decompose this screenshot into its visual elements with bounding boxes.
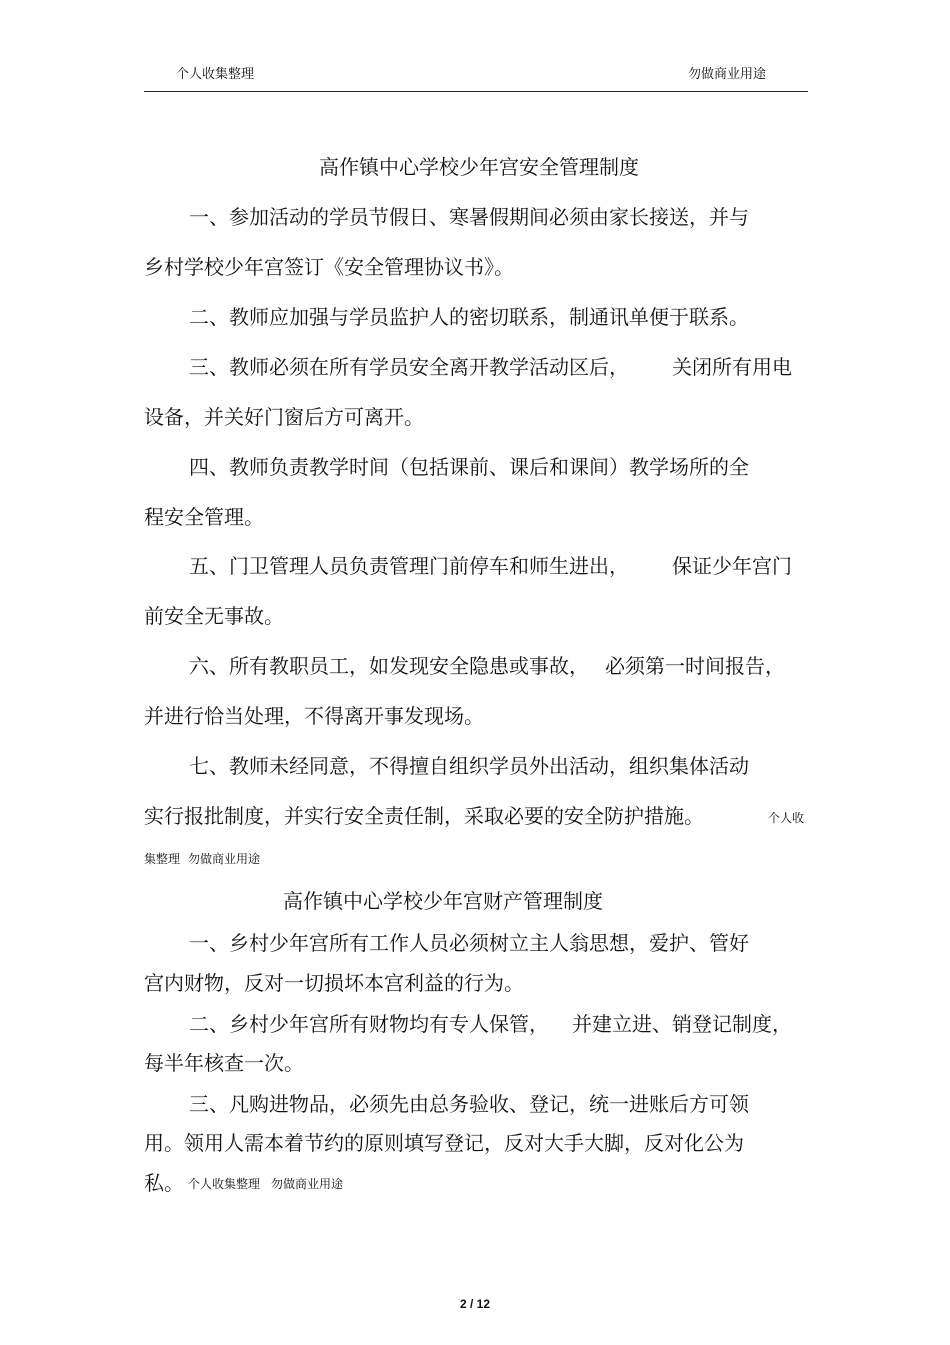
section2-title: 高作镇中心学校少年宫财产管理制度 <box>283 889 603 913</box>
paragraph-line: 二、乡村少年宫所有财物均有专人保管， <box>189 1012 549 1036</box>
paragraph-line: 一、乡村少年宫所有工作人员必须树立主人翁思想，爱护、管好 <box>189 931 749 955</box>
paragraph-line: 一、参加活动的学员节假日、寒暑假期间必须由家长接送，并与 <box>189 205 749 229</box>
watermark-note: 集整理 <box>144 852 181 866</box>
watermark-note: 个人收 <box>768 811 805 825</box>
paragraph-line: 保证少年宫门 <box>672 554 792 578</box>
page-number: 2 / 12 <box>459 1297 491 1311</box>
paragraph-line: 宫内财物，反对一切损坏本宫利益的行为。 <box>144 971 524 995</box>
paragraph-line: 并进行恰当处理，不得离开事发现场。 <box>144 704 484 728</box>
paragraph-line: 私。 <box>144 1171 184 1195</box>
paragraph-line: 乡村学校少年宫签订《安全管理协议书》。 <box>144 255 514 279</box>
watermark-note: 勿做商业用途 <box>188 852 261 866</box>
paragraph-line: 用。领用人需本着节约的原则填写登记，反对大手大脚，反对化公为 <box>144 1131 744 1155</box>
paragraph-line: 必须第一时间报告， <box>605 654 785 678</box>
paragraph-line: 七、教师未经同意，不得擅自组织学员外出活动，组织集体活动 <box>189 754 749 778</box>
paragraph-line: 实行报批制度，并实行安全责任制，采取必要的安全防护措施。 <box>144 804 704 828</box>
paragraph-line: 六、所有教职员工，如发现安全隐患或事故， <box>189 654 589 678</box>
paragraph-line: 并建立进、销登记制度， <box>572 1012 792 1036</box>
header-rule <box>144 91 808 92</box>
page-header-right: 勿做商业用途 <box>688 67 767 82</box>
section1-title: 高作镇中心学校少年宫安全管理制度 <box>319 155 639 179</box>
paragraph-line: 三、凡购进物品，必须先由总务验收、登记，统一进账后方可领 <box>189 1092 749 1116</box>
paragraph-line: 前安全无事故。 <box>144 604 284 628</box>
paragraph-line: 关闭所有用电 <box>672 355 792 379</box>
paragraph-line: 每半年核查一次。 <box>144 1051 304 1075</box>
page-header-left: 个人收集整理 <box>176 67 255 82</box>
watermark-note: 个人收集整理 <box>188 1177 261 1191</box>
paragraph-line: 五、门卫管理人员负责管理门前停车和师生进出， <box>189 554 629 578</box>
paragraph-line: 四、教师负责教学时间（包括课前、课后和课间）教学场所的全 <box>189 455 749 479</box>
paragraph-line: 设备，并关好门窗后方可离开。 <box>144 405 424 429</box>
paragraph-line: 三、教师必须在所有学员安全离开教学活动区后， <box>189 355 629 379</box>
paragraph-line: 二、教师应加强与学员监护人的密切联系，制通讯单便于联系。 <box>189 305 749 329</box>
watermark-note: 勿做商业用途 <box>271 1177 344 1191</box>
paragraph-line: 程安全管理。 <box>144 505 264 529</box>
